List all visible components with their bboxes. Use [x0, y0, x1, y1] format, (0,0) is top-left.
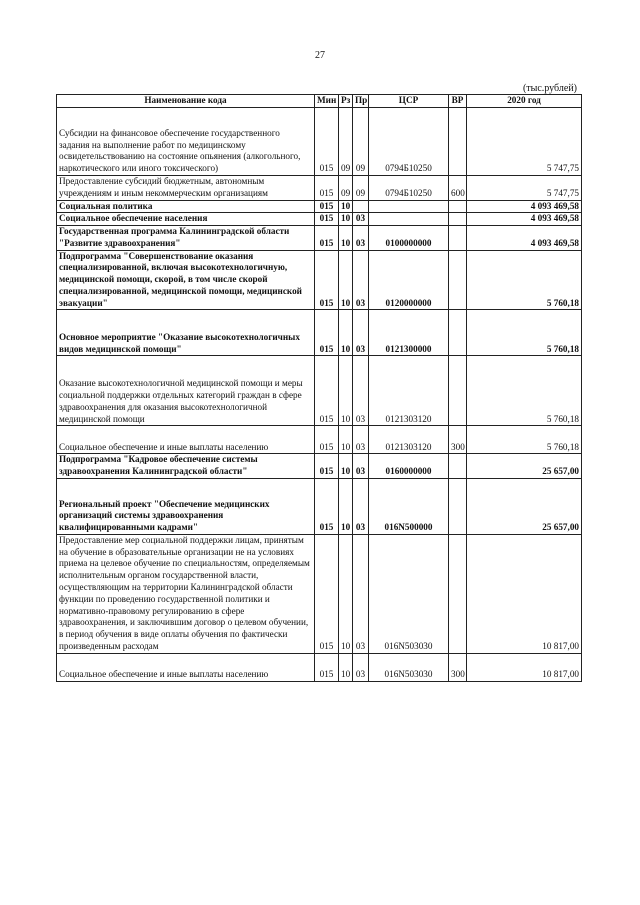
row-sum: 5 760,18: [467, 310, 582, 356]
row-rz: 10: [339, 356, 353, 426]
row-csr: 0121303120: [369, 426, 449, 454]
row-sum: 5 760,18: [467, 426, 582, 454]
table-header-row: [57, 95, 582, 108]
row-csr: 016N500000: [369, 478, 449, 534]
row-min: 015: [315, 653, 339, 681]
row-vr: [449, 478, 467, 534]
table-row: [57, 108, 582, 176]
row-pr: 03: [353, 454, 369, 479]
row-name: Основное мероприятие "Оказание высокотехнологичных видов медицинской помощи": [57, 310, 315, 356]
row-name: Подпрограмма "Совершенствование оказания специализированной, включая высокотехнологичную, медицинской помощи, скорой, в том числе скорой специализированной, медицинской помощи, медицинской эвакуации": [57, 250, 315, 310]
row-min: 015: [315, 478, 339, 534]
row-csr: 0100000000: [369, 226, 449, 251]
row-csr: 0160000000: [369, 454, 449, 479]
row-name: Социальное обеспечение и иные выплаты населению: [57, 426, 315, 454]
row-sum: 4 093 469,58: [467, 226, 582, 251]
row-pr: 03: [353, 356, 369, 426]
row-rz: 10: [339, 478, 353, 534]
row-name: Предоставление субсидий бюджетным, автономным учреждениям и иным некоммерческим организациям: [57, 176, 315, 201]
row-min: 015: [315, 213, 339, 226]
row-pr: 09: [353, 108, 369, 176]
row-csr: 0794Б10250: [369, 176, 449, 201]
row-csr: [369, 200, 449, 213]
row-name: Субсидии на финансовое обеспечение государственного задания на выполнение работ по медицинскому освидетельствованию на состояние опьянения (алкогольного, наркотического или иного токсического): [57, 108, 315, 176]
row-csr: [369, 213, 449, 226]
header-csr: ЦСР: [369, 95, 449, 108]
page-number: 27: [315, 50, 325, 61]
row-pr: [353, 200, 369, 213]
row-vr: 300: [449, 653, 467, 681]
row-vr: [449, 213, 467, 226]
budget-table: [56, 94, 582, 682]
row-vr: [449, 356, 467, 426]
row-name: Предоставление мер социальной поддержки лицам, принятым на обучение в образовательные организации не на условиях приема на целевое обучение по специальностям, определяемым исполнительным органом государственной власти, осуществляющим на территории Калининградской области функции по проведению государственной политики и нормативно-правовому регулированию в сфере здравоохранения, и заключившим договор о целевом обучении, в период обучения в виде оплаты обучения по фактически произведенным расходам: [57, 534, 315, 653]
row-pr: 03: [353, 478, 369, 534]
header-name: Наименование кода: [57, 95, 315, 108]
row-vr: 600: [449, 176, 467, 201]
row-pr: 03: [353, 226, 369, 251]
table-row: [57, 250, 582, 310]
header-min: Мин: [315, 95, 339, 108]
row-csr: 0121300000: [369, 310, 449, 356]
row-name: Оказание высокотехнологичной медицинской помощи и меры социальной поддержки отдельных категорий граждан в сфере здравоохранения для оказания высокотехнологичной медицинской помощи: [57, 356, 315, 426]
row-pr: 03: [353, 213, 369, 226]
row-vr: [449, 200, 467, 213]
row-rz: 10: [339, 653, 353, 681]
table-row: [57, 454, 582, 479]
row-min: 015: [315, 310, 339, 356]
row-name: Региональный проект "Обеспечение медицинских организаций системы здравоохранения квалифицированными кадрами": [57, 478, 315, 534]
header-vr: ВР: [449, 95, 467, 108]
row-sum: 10 817,00: [467, 653, 582, 681]
row-rz: 09: [339, 108, 353, 176]
row-vr: [449, 310, 467, 356]
row-min: 015: [315, 176, 339, 201]
row-pr: 03: [353, 653, 369, 681]
row-sum: 5 760,18: [467, 250, 582, 310]
row-min: 015: [315, 200, 339, 213]
row-rz: 10: [339, 426, 353, 454]
row-name: Социальное обеспечение и иные выплаты населению: [57, 653, 315, 681]
row-name: Социальная политика: [57, 200, 315, 213]
row-pr: 03: [353, 250, 369, 310]
row-min: 015: [315, 356, 339, 426]
row-min: 015: [315, 454, 339, 479]
row-vr: [449, 226, 467, 251]
row-sum: 25 657,00: [467, 478, 582, 534]
row-min: 015: [315, 226, 339, 251]
row-sum: 4 093 469,58: [467, 200, 582, 213]
row-csr: 0121303120: [369, 356, 449, 426]
row-csr: 0120000000: [369, 250, 449, 310]
row-rz: 10: [339, 200, 353, 213]
row-rz: 10: [339, 534, 353, 653]
row-pr: 03: [353, 310, 369, 356]
row-min: 015: [315, 108, 339, 176]
row-pr: 09: [353, 176, 369, 201]
table-row: [57, 653, 582, 681]
row-vr: [449, 250, 467, 310]
row-rz: 10: [339, 250, 353, 310]
table-row: [57, 213, 582, 226]
row-name: Государственная программа Калининградской области "Развитие здравоохранения": [57, 226, 315, 251]
table-row: [57, 534, 582, 653]
table-row: [57, 176, 582, 201]
row-sum: 5 747,75: [467, 176, 582, 201]
row-vr: [449, 454, 467, 479]
row-vr: [449, 534, 467, 653]
table-row: [57, 426, 582, 454]
row-vr: 300: [449, 426, 467, 454]
row-sum: 10 817,00: [467, 534, 582, 653]
units-label: (тыс.рублей): [522, 83, 577, 94]
row-min: 015: [315, 534, 339, 653]
row-sum: 5 747,75: [467, 108, 582, 176]
table-row: [57, 200, 582, 213]
row-name: Подпрограмма "Кадровое обеспечение системы здравоохранения Калининградской области": [57, 454, 315, 479]
row-rz: 10: [339, 226, 353, 251]
row-pr: 03: [353, 426, 369, 454]
table-row: [57, 356, 582, 426]
header-sum: 2020 год: [467, 95, 582, 108]
row-csr: 016N503030: [369, 653, 449, 681]
row-name: Социальное обеспечение населения: [57, 213, 315, 226]
row-csr: 0794Б10250: [369, 108, 449, 176]
row-min: 015: [315, 250, 339, 310]
row-sum: 25 657,00: [467, 454, 582, 479]
row-min: 015: [315, 426, 339, 454]
table-row: [57, 310, 582, 356]
row-rz: 10: [339, 454, 353, 479]
table-row: [57, 226, 582, 251]
table-row: [57, 478, 582, 534]
row-sum: 5 760,18: [467, 356, 582, 426]
row-rz: 09: [339, 176, 353, 201]
row-vr: [449, 108, 467, 176]
row-rz: 10: [339, 310, 353, 356]
header-rz: Рз: [339, 95, 353, 108]
row-rz: 10: [339, 213, 353, 226]
row-sum: 4 093 469,58: [467, 213, 582, 226]
row-pr: 03: [353, 534, 369, 653]
header-pr: Пр: [353, 95, 369, 108]
row-csr: 016N503030: [369, 534, 449, 653]
